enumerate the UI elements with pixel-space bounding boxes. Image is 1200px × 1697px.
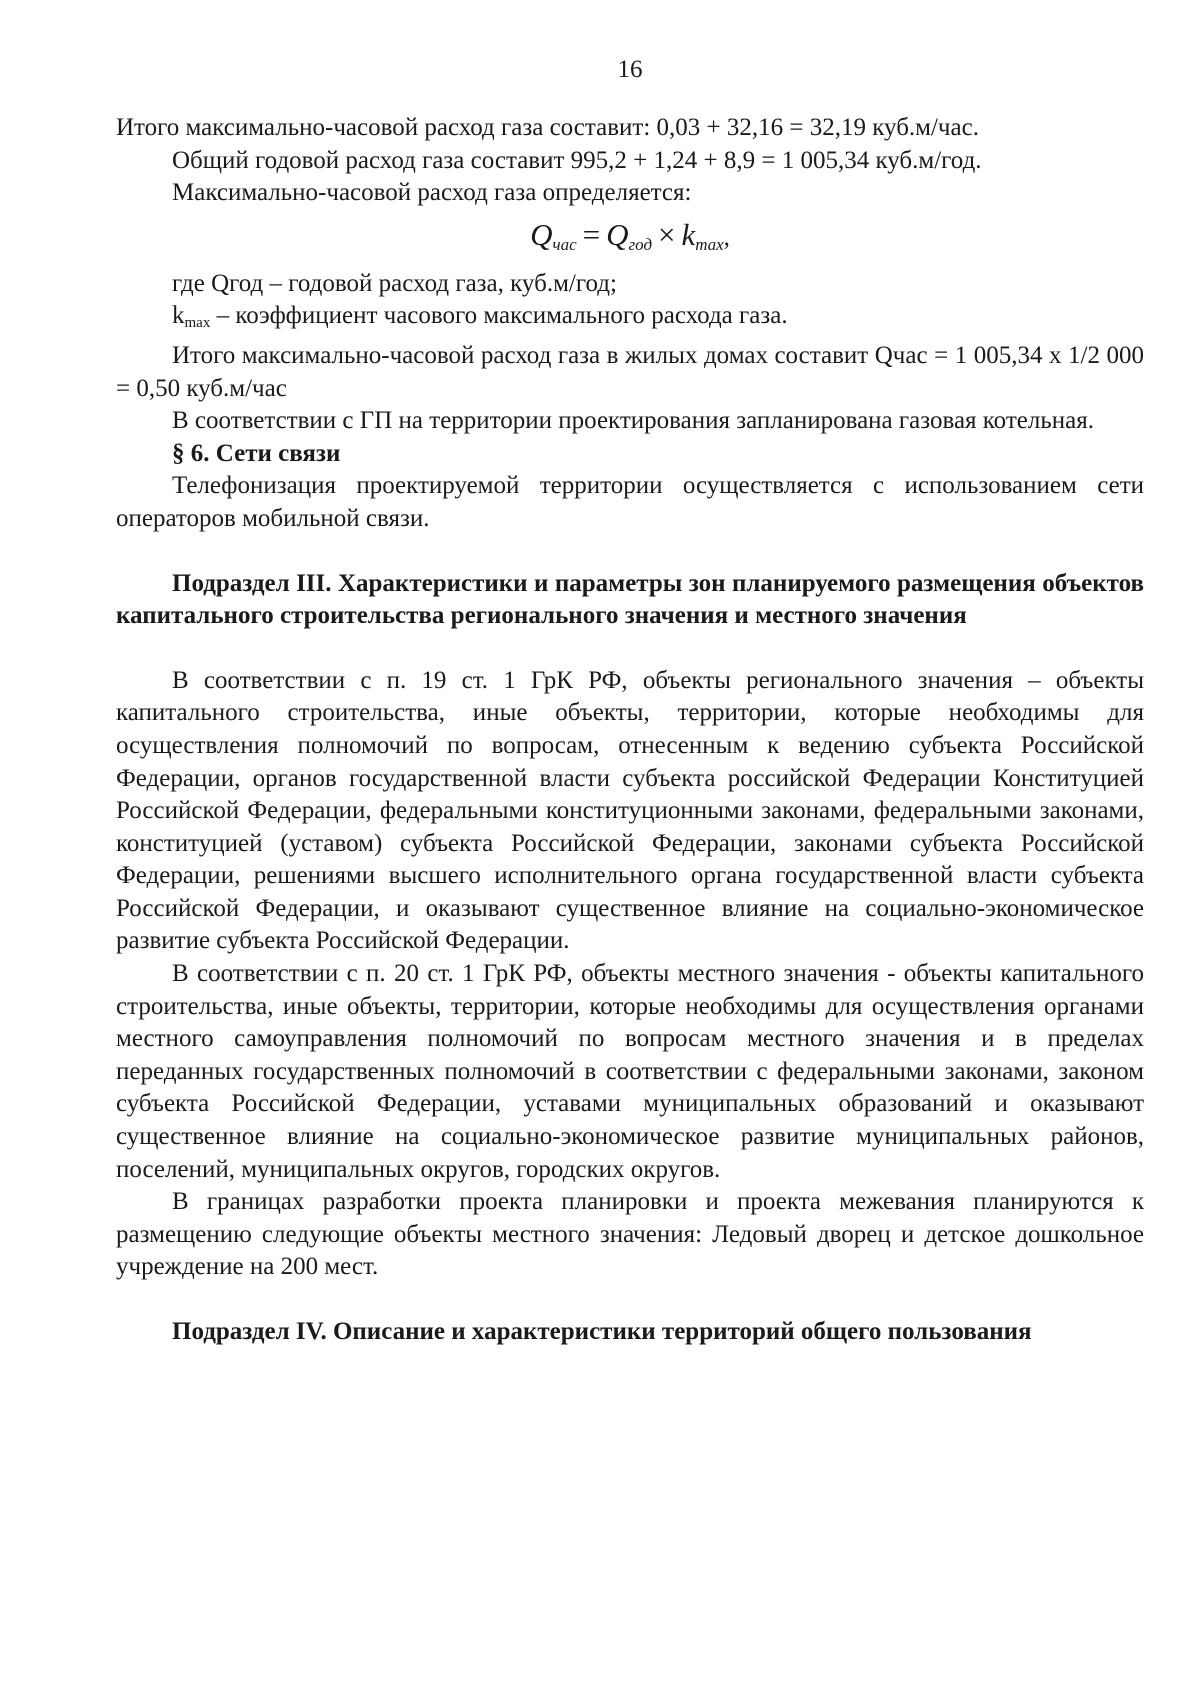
formula-lhs-sub: час	[552, 234, 577, 254]
kmax-description: – коэффициент часового максимального расхода газа.	[210, 302, 788, 330]
subsection-3-paragraph-2: В соответствии с п. 20 ст. 1 ГрК РФ, объекты местного значения - объекты капитального строительства, иные объекты, территории, которые необходимы для осуществления органами местного самоуправления полномочий по вопросам местного значения и в пределах переданных государственных полномочий в соответствии с федеральными законами, законом субъекта Российской Федерации, уставами муниципальных образований и оказывают существенное влияние на социально-экономическое развитие муниципальных районов, поселений, муниципальных округов, городских округов.	[116, 960, 1144, 1183]
paragraph-max-hourly-definition: Максимально-часовой расход газа определяется:	[172, 179, 692, 207]
paragraph-boiler: В соответствии с ГП на территории проектирования запланирована газовая котельная.	[172, 407, 1094, 435]
formula-comma: ,	[723, 223, 730, 251]
kmax-subscript: max	[184, 315, 211, 332]
paragraph-total-annual: Общий годовой расход газа составит 995,2 + 1,24 + 8,9 = 1 005,34 куб.м/год.	[172, 146, 982, 174]
formula-rhs2: k	[681, 216, 696, 252]
subsection-3-heading: Подраздел III. Характеристики и параметры зон планируемого размещения объектов капитального строительства регионального значения и местного значения	[116, 569, 1144, 630]
formula-times: ×	[658, 216, 676, 252]
subsection-4-heading: Подраздел IV. Описание и характеристики территорий общего пользования	[172, 1318, 1032, 1345]
paragraph-total-hourly: Итого максимально-часовой расход газа составит: 0,03 + 32,16 = 32,19 куб.м/час.	[116, 114, 979, 141]
subsection-3-paragraph-3: В границах разработки проекта планировки и проекта межевания планируются к размещению следующие объекты местного значения: Ледовый дворец и детское дошкольное учреждение на 200 мест.	[116, 1188, 1144, 1281]
paragraph-telephony: Телефонизация проектируемой территории осуществляется с использованием сети операторов мобильной связи.	[116, 472, 1144, 532]
formula-rhs1-sub: год	[628, 234, 653, 254]
paragraph-where-qgod: где Qгод – годовой расход газа, куб.м/год;	[172, 269, 617, 297]
formula-lhs: Q	[530, 216, 553, 252]
formula-equals: =	[582, 216, 601, 252]
formula-q-hourly	[116, 214, 1144, 266]
paragraph-residential-hourly: Итого максимально-часовой расход газа в жилых домах составит Qчас = 1 005,34 x 1/2 000 = 0,50 куб.м/час	[116, 341, 1144, 402]
section-6-heading: § 6. Сети связи	[172, 439, 341, 467]
formula-rhs2-sub: max	[695, 234, 724, 254]
paragraph-kmax	[116, 300, 1144, 340]
page-number: 16	[617, 56, 643, 83]
subsection-3-paragraph-1: В соответствии с п. 19 ст. 1 ГрК РФ, объекты регионального значения – объекты капитального строительства, иные объекты, территории, которые необходимы для осуществления полномочий по вопросам, отнесенным к ведению субъекта Российской Федерации, органов государственной власти субъекта российской Федерации Конституцией Российской Федерации, федеральными конституционными законами, федеральными законами, конституцией (уставом) субъекта Российской Федерации, законами субъекта Российской Федерации, решениями высшего исполнительного органа государственной власти субъекта Российской Федерации, и оказывают существенное влияние на социально-экономическое развитие субъекта Российской Федерации.	[116, 666, 1144, 955]
kmax-symbol: k	[172, 302, 185, 330]
formula-rhs1: Q	[606, 216, 629, 252]
